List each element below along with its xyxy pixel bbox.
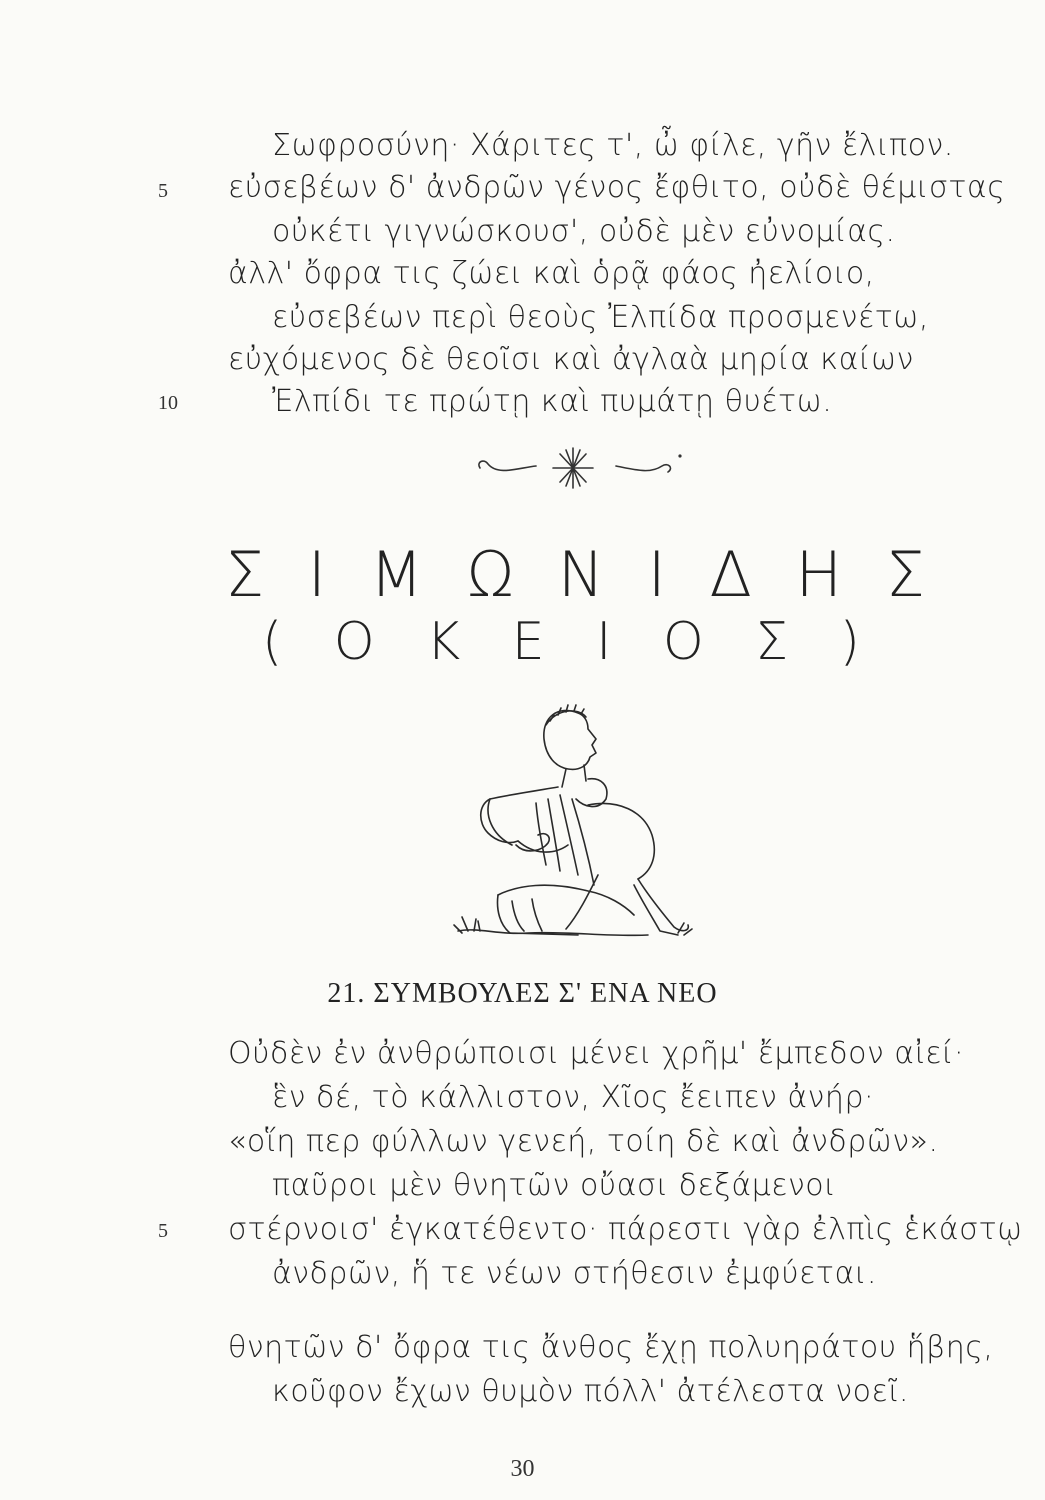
origin-letter: ) — [839, 612, 860, 672]
origin-letter: Κ — [426, 612, 461, 672]
line-number: 5 — [158, 180, 168, 202]
poem-line: ἀλλ' ὄφρα τις ζώει καὶ ὁρᾷ φάος ἠελίοιο, — [228, 256, 875, 291]
poem-line: παῦροι μὲν θνητῶν οὔασι δεξάμενοι — [272, 1168, 837, 1203]
poem-line: οὐκέτι γιγνώσκουσ', οὐδὲ μὲν εὐνομίας. — [272, 214, 896, 249]
origin-letter: Ι — [596, 612, 612, 672]
poem-line: εὐχόμενος δὲ θεοῖσι καὶ ἀγλαὰ μηρία καίων — [228, 342, 914, 377]
poem-line: Οὐδὲν ἐν ἀνθρώποισι μένει χρῆμ' ἔμπεδον αἰεί· — [228, 1036, 965, 1071]
poem-line: Σωφροσύνη· Χάριτες τ', ὦ φίλε, γῆν ἔλιπον. — [272, 128, 954, 163]
poem-line: στέρνοισ' ἐγκατέθεντο· πάρεστι γὰρ ἐλπὶς ἑκάστῳ — [228, 1212, 1023, 1247]
page-number: 30 — [510, 1456, 535, 1482]
author-letter: Ι — [307, 538, 327, 611]
poem-line: ἓν δέ, τὸ κάλλιστον, Χῖος ἔειπεν ἀνήρ· — [272, 1080, 875, 1115]
author-letter: Ω — [466, 538, 515, 611]
author-letter: Ν — [557, 538, 605, 611]
poem-line: εὐσεβέων περὶ θεοὺς Ἐλπίδα προσμενέτω, — [272, 300, 929, 335]
author-letter: Ι — [647, 538, 666, 611]
origin-letter: Ε — [511, 612, 545, 672]
poem-line: ἀνδρῶν, ἥ τε νέων στήθεσιν ἐμφύεται. — [272, 1256, 877, 1291]
author-letter: Σ — [225, 538, 265, 611]
poem-title: 21. ΣΥΜΒΟΥΛΕΣ Σ' ΕΝΑ ΝΕΟ — [327, 978, 718, 1009]
poem-line: θνητῶν δ' ὄφρα τις ἄνθος ἔχῃ πολυηράτου ἥβης, — [228, 1330, 994, 1365]
author-letter: Η — [795, 538, 843, 611]
origin-letter: Ο — [662, 612, 704, 672]
author-letter: Σ — [885, 538, 925, 611]
line-number: 5 — [158, 1220, 168, 1242]
ornament-icon — [468, 438, 688, 498]
origin-letter: Σ — [755, 612, 789, 672]
poem-line: «οἵη περ φύλλων γενεή, τοίη δὲ καὶ ἀνδρῶν». — [228, 1124, 939, 1159]
author-name — [225, 538, 925, 618]
poem-line: κοῦφον ἔχων θυμὸν πόλλ' ἀτέλεστα νοεῖ. — [272, 1374, 909, 1409]
origin-letter: Ο — [333, 612, 375, 672]
author-origin — [262, 612, 860, 684]
line-number: 10 — [158, 392, 178, 414]
poem-line: Ἐλπίδι τε πρώτῃ καὶ πυμάτῃ θυέτω. — [272, 384, 833, 419]
author-letter: Μ — [369, 538, 424, 611]
seated-youth-illustration — [438, 695, 718, 955]
origin-letter: ( — [262, 612, 283, 672]
poem-line: εὐσεβέων δ' ἀνδρῶν γένος ἔφθιτο, οὐδὲ θέμιστας — [228, 170, 1006, 205]
author-letter: Δ — [709, 538, 752, 611]
